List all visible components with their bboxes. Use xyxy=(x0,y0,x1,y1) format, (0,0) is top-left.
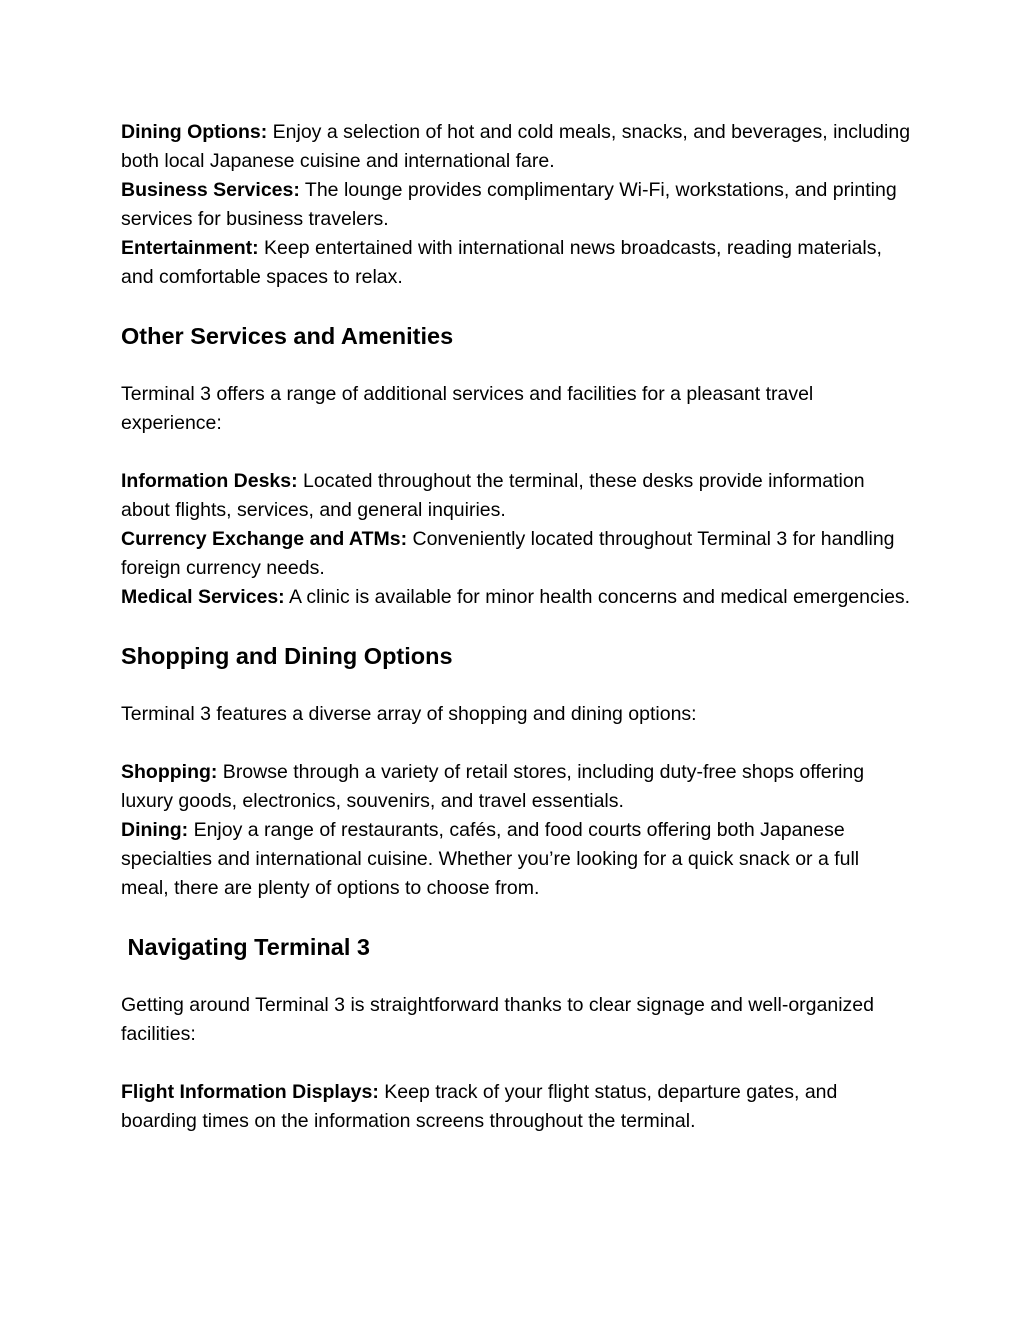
section-intro-shopping-dining: Terminal 3 features a diverse array of shopping and dining options: xyxy=(121,703,697,725)
other-services-list xyxy=(121,467,911,612)
list-item-medical-services xyxy=(121,583,911,612)
item-text: Enjoy a selection of hot and cold meals, snacks, and beverages, including both local Japanese cuisine and international fare. xyxy=(121,121,911,172)
section-heading-other-services: Other Services and Amenities xyxy=(121,323,454,349)
list-item-business-services xyxy=(121,176,911,234)
item-label: Dining Options: xyxy=(121,121,268,143)
list-item-flight-information-displays xyxy=(121,1078,911,1136)
item-label: Currency Exchange and ATMs: xyxy=(121,528,408,550)
item-label: Dining: xyxy=(121,819,189,841)
item-label: Business Services: xyxy=(121,179,300,201)
section-heading-shopping-dining: Shopping and Dining Options xyxy=(121,643,453,669)
list-item-currency-exchange xyxy=(121,525,911,583)
shopping-dining-list xyxy=(121,758,911,903)
navigating-list xyxy=(121,1078,911,1136)
list-item-dining xyxy=(121,816,911,903)
item-text: A clinic is available for minor health concerns and medical emergencies. xyxy=(284,586,911,608)
item-text: Enjoy a range of restaurants, cafés, and food courts offering both Japanese specialties and international cuisine. Whether you’re looking for a quick snack or a full meal, there are plenty of options to choose from. xyxy=(121,819,860,899)
item-text: Keep entertained with international news broadcasts, reading materials, and comfortable spaces to relax. xyxy=(121,237,882,288)
list-item-information-desks xyxy=(121,467,911,525)
item-text: Keep track of your flight status, departure gates, and boarding times on the information screens throughout the terminal. xyxy=(121,1081,838,1132)
list-item-entertainment xyxy=(121,234,911,292)
item-label: Shopping: xyxy=(121,761,218,783)
item-label: Information Desks: xyxy=(121,470,298,492)
section-intro-navigating: Getting around Terminal 3 is straightforward thanks to clear signage and well-organized facilities: xyxy=(121,994,874,1045)
list-item-dining-options xyxy=(121,118,911,176)
section-heading-navigating: Navigating Terminal 3 xyxy=(121,934,370,960)
item-text: Located throughout the terminal, these desks provide information about flights, services, and general inquiries. xyxy=(121,470,865,521)
item-label: Entertainment: xyxy=(121,237,259,259)
item-text: Browse through a variety of retail stores, including duty-free shops offering luxury goods, electronics, souvenirs, and travel essentials. xyxy=(121,761,865,812)
section-intro-other-services: Terminal 3 offers a range of additional services and facilities for a pleasant travel experience: xyxy=(121,383,814,434)
item-label: Flight Information Displays: xyxy=(121,1081,379,1103)
item-text: The lounge provides complimentary Wi-Fi, workstations, and printing services for business travelers. xyxy=(121,179,897,230)
document-page xyxy=(121,118,911,1136)
item-label: Medical Services: xyxy=(121,586,285,608)
list-item-shopping xyxy=(121,758,911,816)
item-text: Conveniently located throughout Terminal 3 for handling foreign currency needs. xyxy=(121,528,895,579)
